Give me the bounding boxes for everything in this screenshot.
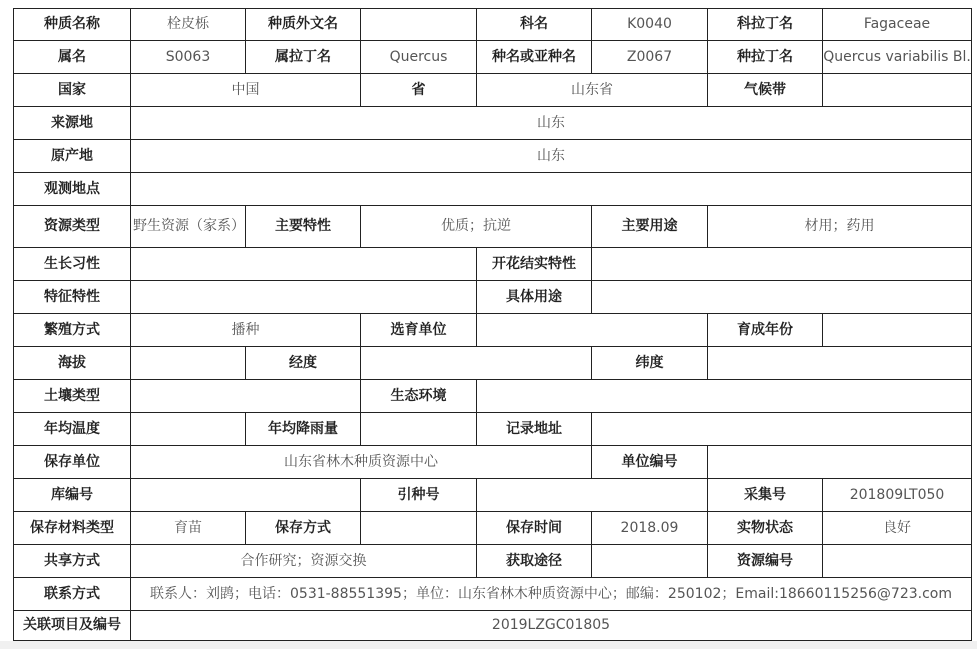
field-value-r18-c1: 2019LZGC01805 xyxy=(130,610,972,641)
field-value-r12-c1 xyxy=(130,412,246,446)
field-value-r9-c5 xyxy=(822,313,972,347)
field-value-r0-c3 xyxy=(360,8,477,41)
field-label-r2-c0: 国家 xyxy=(13,73,131,107)
field-value-r6-c1: 野生资源（家系） xyxy=(130,205,246,248)
field-label-r1-c2: 属拉丁名 xyxy=(245,40,361,74)
field-label-r0-c2: 种质外文名 xyxy=(245,8,361,41)
field-label-r13-c2: 单位编号 xyxy=(591,445,708,479)
field-value-r13-c1: 山东省林木种质资源中心 xyxy=(130,445,592,479)
field-label-r15-c4: 保存时间 xyxy=(476,511,592,545)
field-label-r12-c0: 年均温度 xyxy=(13,412,131,446)
field-label-r16-c2: 获取途径 xyxy=(476,544,592,578)
field-value-r8-c3 xyxy=(591,280,972,314)
field-value-r2-c1: 中国 xyxy=(130,73,361,107)
field-value-r15-c1: 育苗 xyxy=(130,511,246,545)
field-label-r9-c0: 繁殖方式 xyxy=(13,313,131,347)
field-label-r11-c2: 生态环境 xyxy=(360,379,477,413)
field-label-r6-c0: 资源类型 xyxy=(13,205,131,248)
field-value-r0-c5: K0040 xyxy=(591,8,708,41)
field-label-r2-c4: 气候带 xyxy=(707,73,823,107)
field-label-r14-c4: 采集号 xyxy=(707,478,823,512)
field-value-r9-c3 xyxy=(476,313,708,347)
field-value-r1-c5: Z0067 xyxy=(591,40,708,74)
field-value-r2-c3: 山东省 xyxy=(476,73,708,107)
field-value-r12-c3 xyxy=(360,412,477,446)
field-value-r10-c1 xyxy=(130,346,246,380)
field-label-r14-c2: 引种号 xyxy=(360,478,477,512)
field-label-r14-c0: 库编号 xyxy=(13,478,131,512)
field-value-r14-c3 xyxy=(476,478,708,512)
field-value-r7-c3 xyxy=(591,247,972,281)
field-label-r4-c0: 原产地 xyxy=(13,139,131,173)
field-value-r16-c5 xyxy=(822,544,972,578)
field-value-r5-c1 xyxy=(130,172,972,206)
field-value-r13-c3 xyxy=(707,445,972,479)
field-label-r10-c4: 纬度 xyxy=(591,346,708,380)
field-label-r1-c4: 种名或亚种名 xyxy=(476,40,592,74)
field-label-r5-c0: 观测地点 xyxy=(13,172,131,206)
field-value-r11-c3 xyxy=(476,379,972,413)
field-label-r15-c0: 保存材料类型 xyxy=(13,511,131,545)
field-label-r1-c0: 属名 xyxy=(13,40,131,74)
field-value-r16-c1: 合作研究；资源交换 xyxy=(130,544,477,578)
field-label-r17-c0: 联系方式 xyxy=(13,577,131,611)
field-value-r6-c5: 材用；药用 xyxy=(707,205,972,248)
field-value-r0-c1: 栓皮栎 xyxy=(130,8,246,41)
field-value-r9-c1: 播种 xyxy=(130,313,361,347)
field-value-r1-c1: S0063 xyxy=(130,40,246,74)
germplasm-info-table xyxy=(13,8,971,640)
field-value-r7-c1 xyxy=(130,247,477,281)
field-value-r17-c1: 联系人：刘鹍；电话：0531-88551395；单位：山东省林木种质资源中心；邮编：250102；Email:18660115256@723.com xyxy=(130,577,972,611)
field-label-r15-c2: 保存方式 xyxy=(245,511,361,545)
field-value-r4-c1: 山东 xyxy=(130,139,972,173)
field-value-r6-c3: 优质；抗逆 xyxy=(360,205,592,248)
field-label-r0-c4: 科名 xyxy=(476,8,592,41)
field-label-r10-c0: 海拔 xyxy=(13,346,131,380)
field-label-r15-c6: 实物状态 xyxy=(707,511,823,545)
field-label-r0-c6: 科拉丁名 xyxy=(707,8,823,41)
field-value-r8-c1 xyxy=(130,280,477,314)
field-label-r1-c6: 种拉丁名 xyxy=(707,40,823,74)
field-label-r8-c0: 特征特性 xyxy=(13,280,131,314)
field-label-r6-c4: 主要用途 xyxy=(591,205,708,248)
field-label-r7-c0: 生长习性 xyxy=(13,247,131,281)
field-value-r14-c5: 201809LT050 xyxy=(822,478,972,512)
field-value-r0-c7: Fagaceae xyxy=(822,8,972,41)
field-label-r10-c2: 经度 xyxy=(245,346,361,380)
field-label-r0-c0: 种质名称 xyxy=(13,8,131,41)
field-label-r8-c2: 具体用途 xyxy=(476,280,592,314)
field-label-r11-c0: 土壤类型 xyxy=(13,379,131,413)
field-label-r16-c4: 资源编号 xyxy=(707,544,823,578)
field-label-r12-c2: 年均降雨量 xyxy=(245,412,361,446)
field-value-r2-c5 xyxy=(822,73,972,107)
field-value-r10-c3 xyxy=(360,346,592,380)
field-label-r7-c2: 开花结实特性 xyxy=(476,247,592,281)
field-label-r6-c2: 主要特性 xyxy=(245,205,361,248)
field-value-r12-c5 xyxy=(591,412,972,446)
field-label-r16-c0: 共享方式 xyxy=(13,544,131,578)
page-bottom-band xyxy=(0,641,977,649)
field-value-r15-c5: 2018.09 xyxy=(591,511,708,545)
field-value-r15-c3 xyxy=(360,511,477,545)
field-value-r11-c1 xyxy=(130,379,361,413)
field-value-r15-c7: 良好 xyxy=(822,511,972,545)
field-value-r14-c1 xyxy=(130,478,361,512)
field-value-r10-c5 xyxy=(707,346,972,380)
field-label-r12-c4: 记录地址 xyxy=(476,412,592,446)
field-label-r9-c2: 选育单位 xyxy=(360,313,477,347)
field-value-r16-c3 xyxy=(591,544,708,578)
field-label-r18-c0: 关联项目及编号 xyxy=(13,610,131,641)
field-value-r1-c7: Quercus variabilis Bl. xyxy=(822,40,972,74)
field-value-r3-c1: 山东 xyxy=(130,106,972,140)
field-label-r2-c2: 省 xyxy=(360,73,477,107)
field-label-r9-c4: 育成年份 xyxy=(707,313,823,347)
field-label-r3-c0: 来源地 xyxy=(13,106,131,140)
field-label-r13-c0: 保存单位 xyxy=(13,445,131,479)
field-value-r1-c3: Quercus xyxy=(360,40,477,74)
